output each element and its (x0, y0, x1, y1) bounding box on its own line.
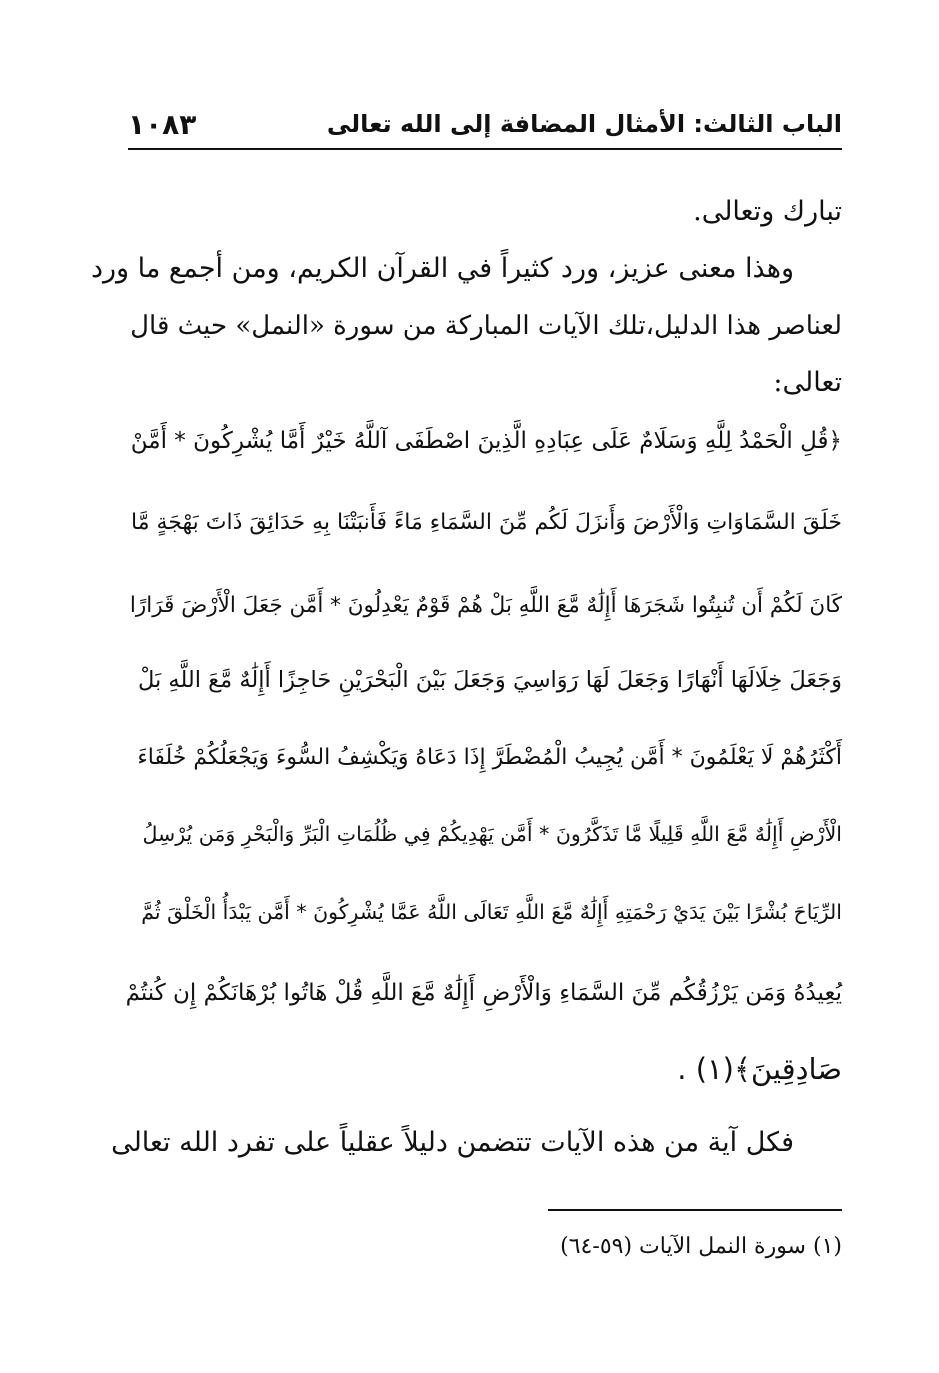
verse-line: كَانَ لَكُمْ أَن تُنبِتُوا شَجَرَهَا أَإِلَٰهٌ مَّعَ اللَّهِ بَلْ هُمْ قَوْمٌ يَعْدِلُونَ * أَمَّن جَعَلَ الْأَرْضَ قَرَارًا (129, 593, 842, 618)
running-header (128, 104, 842, 150)
closing-line: فكل آية من هذه الآيات تتضمن دليلاً عقلياً على تفرد الله تعالى (111, 1127, 794, 1158)
footnote-divider (548, 1209, 842, 1211)
verse-line: خَلَقَ السَّمَاوَاتِ وَالْأَرْضَ وَأَنزَلَ لَكُم مِّنَ السَّمَاءِ مَاءً فَأَنبَتْنَا بِهِ حَدَائِقَ ذَاتَ بَهْجَةٍ مَّا (131, 510, 842, 535)
verse-line: أَكْثَرُهُمْ لَا يَعْلَمُونَ * أَمَّن يُجِيبُ الْمُضْطَرَّ إِذَا دَعَاهُ وَيَكْشِفُ السُّوءَ وَيَجْعَلُكُمْ خُلَفَاءَ (137, 745, 842, 770)
verse-line: ﴿قُلِ الْحَمْدُ لِلَّهِ وَسَلَامٌ عَلَى عِبَادِهِ الَّذِينَ اصْطَفَى آللَّهُ خَيْرٌ أَمَّا يُشْرِكُونَ * أَمَّنْ (130, 428, 842, 454)
verse-line: الرِّيَاحَ بُشْرًا بَيْنَ يَدَيْ رَحْمَتِهِ أَإِلَٰهٌ مَّعَ اللَّهِ تَعَالَى اللَّهُ عَمَّا يُشْرِكُونَ * أَمَّن يَبْدَأُ الْخَلْقَ ثُمَّ (141, 900, 842, 924)
verse-line: يُعِيدُهُ وَمَن يَرْزُقُكُم مِّنَ السَّمَاءِ وَالْأَرْضِ أَإِلَٰهٌ مَّعَ اللَّهِ قُلْ هَاتُوا بُرْهَانَكُمْ إِن كُنتُمْ (125, 980, 842, 1006)
verse-line: الْأَرْضِ أَإِلَٰهٌ مَّعَ اللَّهِ قَلِيلًا مَّا تَذَكَّرُونَ * أَمَّن يَهْدِيكُمْ فِي ظُلُمَاتِ الْبَرِّ وَالْبَحْرِ وَمَن يُرْسِلُ (142, 822, 842, 846)
chapter-title: الباب الثالث: الأمثال المضافة إلى الله تعالى (326, 110, 842, 138)
page-number: ١٠٨٣ (128, 108, 197, 141)
prose-line: لعناصر هذا الدليل،تلك الآيات المباركة من سورة «النمل» حيث قال (130, 311, 842, 341)
verse-line: وَجَعَلَ خِلَالَهَا أَنْهَارًا وَجَعَلَ لَهَا رَوَاسِيَ وَجَعَلَ بَيْنَ الْبَحْرَيْنِ حَاجِزًا أَإِلَٰهٌ مَّعَ اللَّهِ بَلْ (137, 667, 842, 693)
verse-line: صَادِقِينَ﴾(١) . (677, 1052, 842, 1086)
prose-line: تبارك وتعالى. (693, 196, 842, 227)
prose-line: وهذا معنى عزيز، ورد كثيراً في القرآن الكريم، ومن أجمع ما ورد (90, 253, 794, 284)
prose-line: تعالى: (773, 367, 842, 398)
footnote: (١) سورة النمل الآيات (٥٩-٦٤) (560, 1234, 842, 1259)
